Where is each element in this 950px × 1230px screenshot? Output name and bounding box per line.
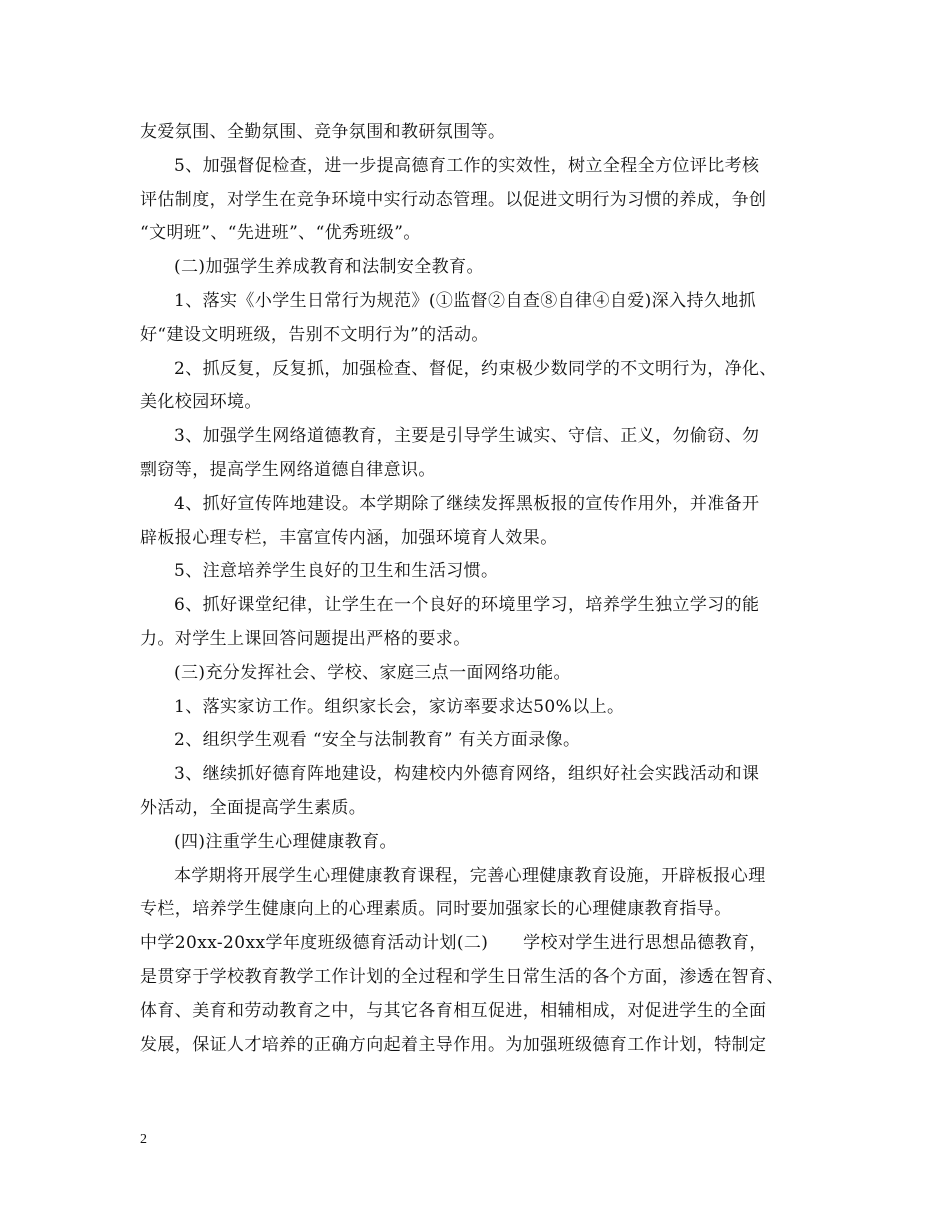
text-line: 发展，保证人才培养的正确方向起着主导作用。为加强班级德育工作计划，特制定 — [140, 1034, 767, 1055]
text-line: 6、抓好课堂纪律，让学生在一个良好的环境里学习，培养学生独立学习的能 — [174, 595, 760, 616]
section-heading: (二)加强学生养成教育和法制安全教育。 — [174, 257, 484, 278]
text-line: 辟板报心理专栏，丰富宣传内涵，加强环境育人效果。 — [140, 527, 558, 548]
text-line: 1、落实《小学生日常行为规范》(①监督②自查⑧自律④自爱)深入持久地抓 — [174, 290, 757, 311]
text-line: 中学20xx-20xx学年度班级德育活动计划(二) 学校对学生进行思想品德教育， — [140, 933, 767, 954]
text-line: 本学期将开展学生心理健康教育课程，完善心理健康教育设施，开辟板报心理 — [174, 865, 766, 886]
text-line: 5、加强督促检查，进一步提高德育工作的实效性，树立全程全方位评比考核 — [174, 155, 760, 176]
text-line: 4、抓好宣传阵地建设。本学期除了继续发挥黑板报的宣传作用外，并准备开 — [174, 493, 760, 514]
text-line: 2、抓反复，反复抓，加强检查、督促，约束极少数同学的不文明行为，净化、 — [174, 358, 777, 379]
text-line: 3、继续抓好德育阵地建设，构建校内外德育网络，组织好社会实践活动和课 — [174, 764, 760, 785]
text-line: 评估制度，对学生在竞争环境中实行动态管理。以促进文明行为习惯的养成，争创 — [140, 189, 767, 210]
text-line: 是贯穿于学校教育教学工作计划的全过程和学生日常生活的各个方面，渗透在智育、 — [140, 966, 784, 987]
text-line: 好“建设文明班级，告别不文明行为”的活动。 — [140, 324, 489, 345]
text-line: 专栏，培养学生健康向上的心理素质。同时要加强家长的心理健康教育指导。 — [140, 899, 732, 920]
section-heading: (四)注重学生心理健康教育。 — [174, 831, 397, 852]
text-line: “文明班”、“先进班”、“优秀班级”。 — [140, 223, 421, 244]
text-line: 友爱氛围、全勤氛围、竞争氛围和教研氛围等。 — [140, 122, 506, 142]
page-number: 2 — [140, 1132, 147, 1147]
text-line: 外活动，全面提高学生素质。 — [140, 797, 367, 818]
text-line: 体育、美育和劳动教育之中，与其它各育相互促进，相辅相成，对促进学生的全面 — [140, 1000, 767, 1021]
text-line: 2、组织学生观看 “安全与法制教育” 有关方面录像。 — [174, 730, 581, 751]
section-heading: (三)充分发挥社会、学校、家庭三点一面网络功能。 — [174, 662, 571, 683]
text-line: 力。对学生上课回答问题提出严格的要求。 — [140, 628, 471, 649]
text-line: 1、落实家访工作。组织家长会，家访率要求达50%以上。 — [174, 696, 625, 717]
text-line: 剽窃等，提高学生网络道德自律意识。 — [140, 459, 436, 480]
body-text — [140, 116, 820, 1062]
text-line: 3、加强学生网络道德教育，主要是引导学生诚实、守信、正义，勿偷窃、勿 — [174, 426, 760, 447]
text-line: 5、注意培养学生良好的卫生和生活习惯。 — [174, 561, 499, 582]
text-line: 美化校园环境。 — [140, 392, 262, 413]
